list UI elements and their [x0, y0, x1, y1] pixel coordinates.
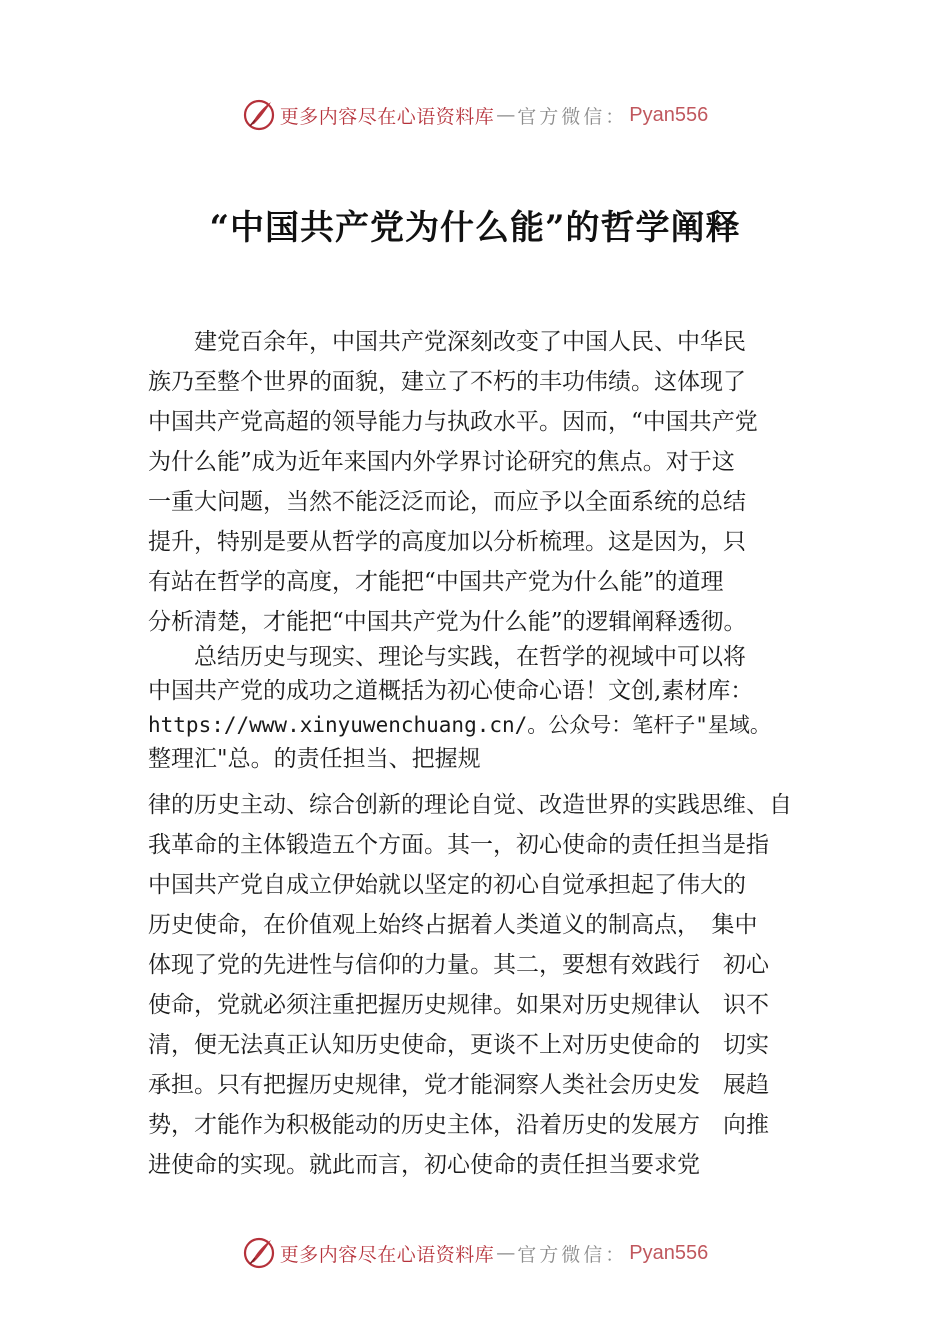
- banner-text: 更多内容尽在心语资料库: [279, 105, 495, 128]
- text-line: 清，便无法真正认知历史使命，更谈不上对历史使命的 切实: [148, 1032, 769, 1058]
- quill-pen-icon: [242, 98, 276, 132]
- banner-separator: —: [496, 1242, 516, 1264]
- text-line: 承担。只有把握历史规律，党才能洞察人类社会历史发 展趋: [148, 1072, 769, 1098]
- text-line: https://www.xinyuwenchuang.cn/。公众号：笔杆子"星域。: [148, 713, 771, 737]
- text-line: 中国共产党高超的领导能力与执政水平。因而，“中国共产党: [148, 409, 758, 435]
- text-line: 总结历史与现实、理论与实践，在哲学的视域中可以将: [148, 644, 746, 670]
- paragraph-3: [148, 785, 792, 1185]
- banner-wechat-label: 官方微信：: [517, 1243, 628, 1266]
- paragraph-2: [148, 640, 771, 776]
- text-line: 有站在哲学的高度，才能把“中国共产党为什么能”的道理: [148, 569, 724, 595]
- text-line: 中国共产党的成功之道概括为初心使命心语！文创,素材库：: [148, 678, 754, 704]
- text-line: 历史使命，在价值观上始终占据着人类道义的制高点， 集中: [148, 912, 758, 938]
- banner-separator: —: [496, 104, 516, 126]
- text-line: 我革命的主体锻造五个方面。其一，初心使命的责任担当是指: [148, 832, 769, 858]
- text-line: 体现了党的先进性与信仰的力量。其二，要想有效践行 初心: [148, 952, 769, 978]
- quill-pen-icon: [242, 1236, 276, 1270]
- text-line: 提升，特别是要从哲学的高度加以分析梳理。这是因为，只: [148, 529, 746, 555]
- header-banner: [0, 95, 950, 135]
- text-line: 势，才能作为积极能动的历史主体，沿着历史的发展方 向推: [148, 1112, 769, 1138]
- banner-wechat-id: Pyan556: [629, 103, 709, 126]
- paragraph-1: [148, 322, 758, 642]
- banner-wechat-id: Pyan556: [629, 1241, 709, 1264]
- banner-wechat-label: 官方微信：: [517, 105, 628, 128]
- text-line: 使命，党就必须注重把握历史规律。如果对历史规律认 识不: [148, 992, 769, 1018]
- banner-text: 更多内容尽在心语资料库: [279, 1243, 495, 1266]
- text-line: 建党百余年，中国共产党深刻改变了中国人民、中华民: [148, 329, 746, 355]
- text-line: 进使命的实现。就此而言，初心使命的责任担当要求党: [148, 1152, 700, 1178]
- text-line: 为什么能”成为近年来国内外学界讨论研究的焦点。对于这: [148, 449, 735, 475]
- text-line: 族乃至整个世界的面貌，建立了不朽的丰功伟绩。这体现了: [148, 369, 746, 395]
- text-line: 律的历史主动、综合创新的理论自觉、改造世界的实践思维、自: [148, 792, 792, 818]
- text-line: 整理汇"总。的责任担当、把握规: [148, 746, 481, 772]
- footer-banner: [0, 1233, 950, 1273]
- text-line: 中国共产党自成立伊始就以坚定的初心自觉承担起了伟大的: [148, 872, 746, 898]
- text-line: 一重大问题，当然不能泛泛而论，而应予以全面系统的总结: [148, 489, 746, 515]
- text-line: 分析清楚，才能把“中国共产党为什么能”的逻辑阐释透彻。: [148, 609, 747, 635]
- page-title: “中国共产党为什么能”的哲学阐释: [209, 208, 741, 248]
